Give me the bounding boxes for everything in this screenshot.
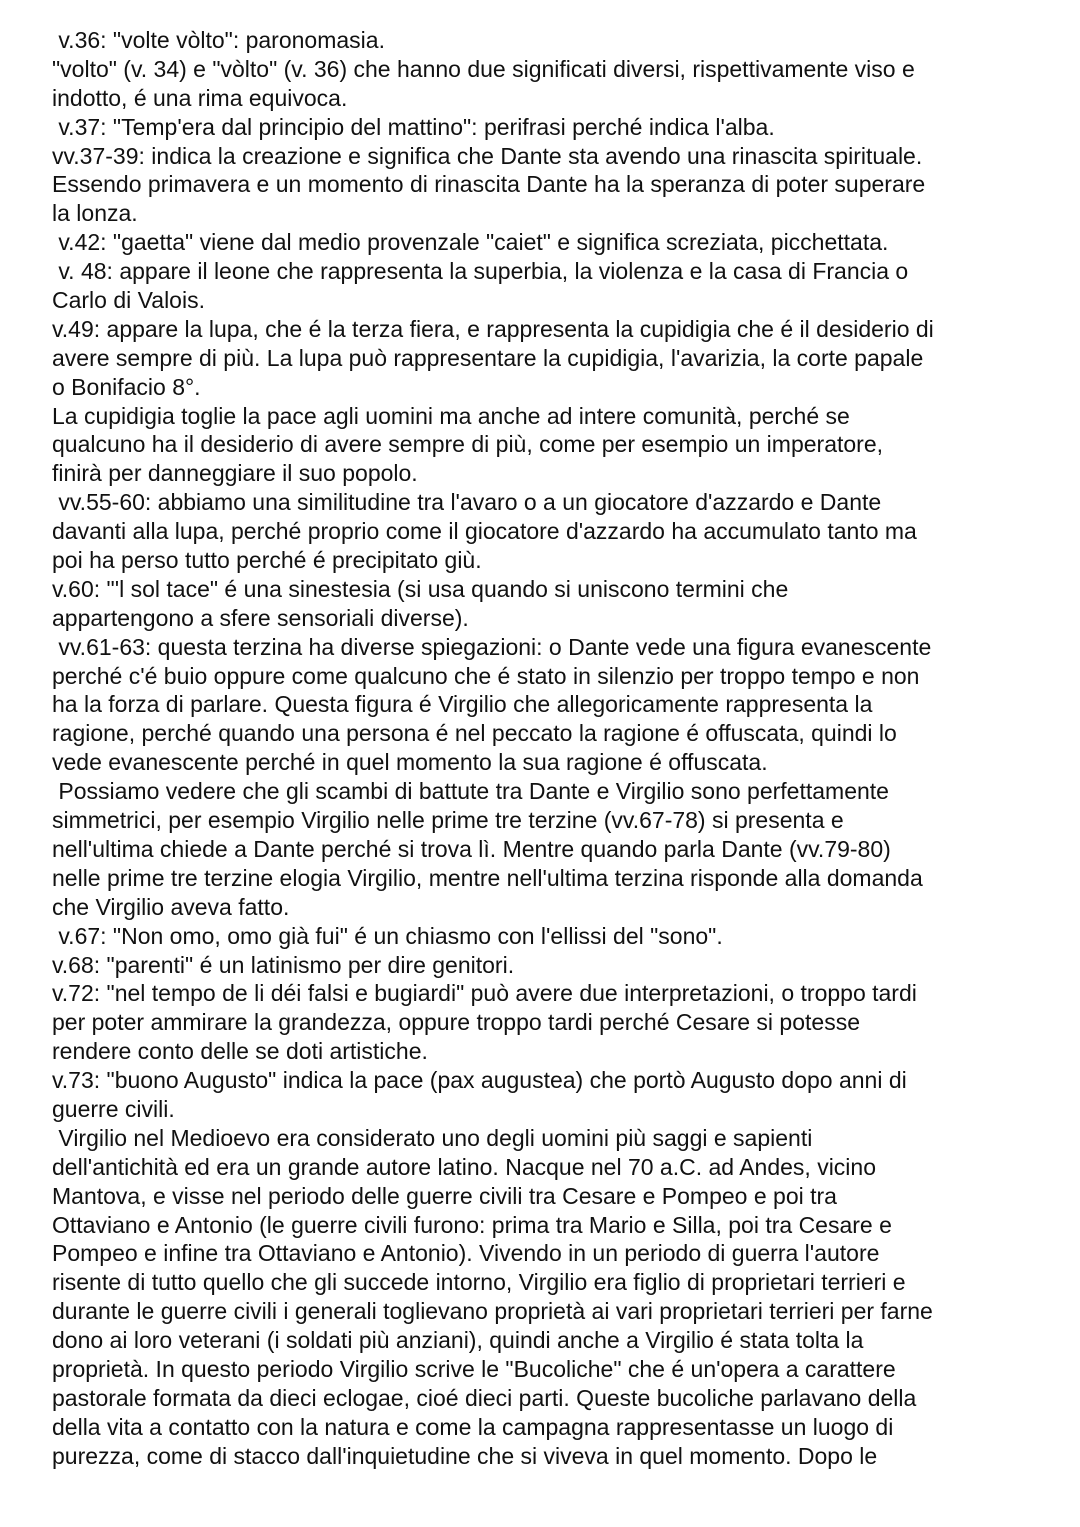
text-line-24: ha la forza di parlare. Questa figura é Virgilio che allegoricamente rappresenta la (52, 691, 873, 718)
text-line-1: v.36: "volte vòlto": paronomasia. (52, 27, 385, 53)
text-line-6: Essendo primavera e un momento di rinascita Dante ha la speranza di poter superare (52, 171, 926, 198)
text-line-38: guerre civili. (52, 1095, 175, 1122)
text-line-31: che Virgilio aveva fatto. (52, 893, 290, 920)
text-line-50: purezza, come di stacco dall'inquietudine che si viveva in quel momento. Dopo le (52, 1442, 878, 1469)
text-line-45: durante le guerre civili i generali toglievano proprietà ai vari proprietari terrieri per farne (52, 1298, 933, 1325)
text-line-16: finirà per danneggiare il suo popolo. (52, 460, 418, 487)
text-line-20: v.60: "'l sol tace" é una sinestesia (si usa quando si uniscono termini che (52, 575, 789, 602)
text-line-11: v.49: appare la lupa, che é la terza fiera, e rappresenta la cupidigia che é il desiderio di (52, 315, 934, 342)
text-line-14: La cupidigia toglie la pace agli uomini ma anche ad intere comunità, perché se (52, 402, 850, 429)
text-line-25: ragione, perché quando una persona é nel peccato la ragione é offuscata, quindi lo (52, 720, 897, 747)
text-line-29: nell'ultima chiede a Dante perché si trova lì. Mentre quando parla Dante (vv.79-80) (52, 835, 891, 862)
text-line-46: dono ai loro veterani (i soldati più anziani), quindi anche a Virgilio é stata tolta la (52, 1327, 864, 1354)
text-line-44: risente di tutto quello che gli succede intorno, Virgilio era figlio di proprietari terrieri e (52, 1269, 906, 1296)
text-line-49: della vita a contatto con la natura e come la campagna rappresentasse un luogo di (52, 1413, 894, 1440)
text-line-27: Possiamo vedere che gli scambi di battute tra Dante e Virgilio sono perfettamente (52, 778, 889, 805)
text-line-13: o Bonifacio 8°. (52, 373, 201, 400)
text-line-26: vede evanescente perché in quel momento la sua ragione é offuscata. (52, 749, 768, 776)
text-line-22: vv.61-63: questa terzina ha diverse spiegazioni: o Dante vede una figura evanescente (52, 633, 932, 660)
text-line-12: avere sempre di più. La lupa può rappresentare la cupidigia, l'avarizia, la corte papale (52, 344, 924, 371)
text-line-5: vv.37-39: indica la creazione e significa che Dante sta avendo una rinascita spirituale. (52, 142, 923, 169)
text-line-8: v.42: "gaetta" viene dal medio provenzale "caiet" e significa screziata, picchettata. (52, 229, 889, 256)
text-line-4: v.37: "Temp'era dal principio del mattino": perifrasi perché indica l'alba. (52, 113, 775, 140)
text-line-37: v.73: "buono Augusto" indica la pace (pax augustea) che portò Augusto dopo anni di (52, 1067, 907, 1094)
text-line-39: Virgilio nel Medioevo era considerato uno degli uomini più saggi e sapienti (52, 1124, 813, 1151)
text-line-18: davanti alla lupa, perché proprio come il giocatore d'azzardo ha accumulato tanto ma (52, 518, 917, 545)
text-line-19: poi ha perso tutto perché é precipitato giù. (52, 547, 482, 574)
text-line-42: Ottaviano e Antonio (le guerre civili furono: prima tra Mario e Silla, poi tra Cesare e (52, 1211, 892, 1238)
text-line-34: v.72: "nel tempo de li déi falsi e bugiardi" può avere due interpretazioni, o troppo tardi (52, 980, 917, 1007)
text-line-43: Pompeo e infine tra Ottaviano e Antonio). Vivendo in un periodo di guerra l'autore (52, 1240, 880, 1267)
text-line-23: perché c'é buio oppure come qualcuno che é stato in silenzio per troppo tempo e non (52, 662, 920, 689)
text-line-48: pastorale formata da dieci eclogae, cioé dieci parti. Queste bucoliche parlavano della (52, 1384, 917, 1411)
text-line-35: per poter ammirare la grandezza, oppure troppo tardi perché Cesare si potesse (52, 1009, 860, 1036)
text-line-17: vv.55-60: abbiamo una similitudine tra l'avaro o a un giocatore d'azzardo e Dante (52, 489, 882, 516)
text-line-15: qualcuno ha il desiderio di avere sempre di più, come per esempio un imperatore, (52, 431, 884, 458)
text-line-9: v. 48: appare il leone che rappresenta la superbia, la violenza e la casa di Francia o (52, 258, 909, 285)
text-line-28: simmetrici, per esempio Virgilio nelle prime tre terzine (vv.67-78) si presenta e (52, 807, 844, 834)
document-page (52, 26, 1062, 1471)
text-line-41: Mantova, e visse nel periodo delle guerre civili tra Cesare e Pompeo e poi tra (52, 1182, 837, 1209)
text-line-47: proprietà. In questo periodo Virgilio scrive le "Bucoliche" che é un'opera a carattere (52, 1355, 896, 1382)
text-line-40: dell'antichità ed era un grande autore latino. Nacque nel 70 a.C. ad Andes, vicino (52, 1153, 877, 1180)
text-line-3: indotto, é una rima equivoca. (52, 84, 348, 111)
text-line-10: Carlo di Valois. (52, 287, 205, 314)
text-line-33: v.68: "parenti" é un latinismo per dire genitori. (52, 951, 515, 978)
text-line-36: rendere conto delle se doti artistiche. (52, 1038, 428, 1065)
text-line-30: nelle prime tre terzine elogia Virgilio, mentre nell'ultima terzina risponde alla domanda (52, 864, 923, 891)
text-line-2: "volto" (v. 34) e "vòlto" (v. 36) che hanno due significati diversi, rispettivamente viso e (52, 55, 915, 82)
text-line-21: appartengono a sfere sensoriali diverse). (52, 604, 469, 631)
text-line-7: la lonza. (52, 200, 138, 227)
text-line-32: v.67: "Non omo, omo già fui" é un chiasmo con l'ellissi del "sono". (52, 922, 723, 949)
